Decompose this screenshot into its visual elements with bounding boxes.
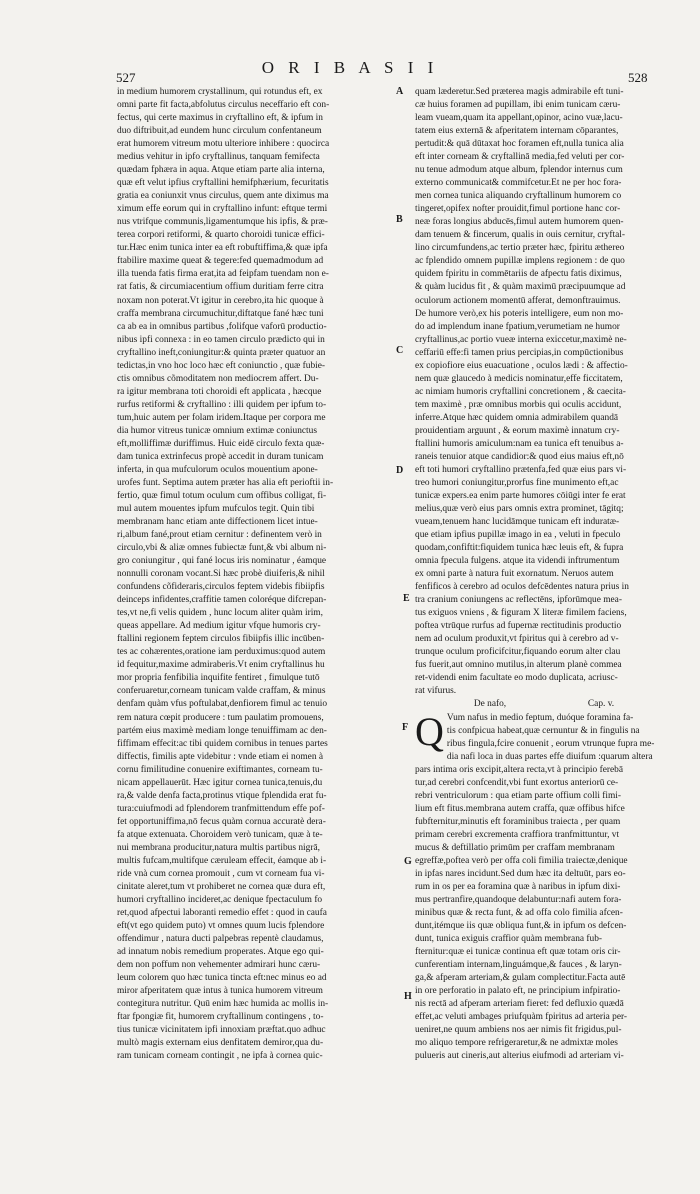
text-line: membranam hanc etiam ante diffectionem licet intue- bbox=[117, 517, 318, 528]
text-line: rum in os per ea foramina quæ à naribus in ipfum dixi- bbox=[415, 881, 621, 892]
text-line: poftea vtrūque rurfus ad fupernæ rectitudinis productio bbox=[415, 621, 622, 632]
text-line: ra igitur membrana toti choroidi eft applicata , hæcque bbox=[117, 386, 322, 397]
text-line: quæ eft velut ipfius cryftallini hemifphærium, fecuritatis bbox=[117, 178, 329, 189]
text-line: pulueris aut cineris,aut alterius eiufmodi ad arteriam vi- bbox=[415, 1051, 624, 1062]
text-line: dam tunica extrinfecus propè accedit in duram tunicam bbox=[117, 451, 324, 462]
text-line: cinitate aleret,tum vt prohiberet ne cornea quæ dura eft, bbox=[117, 881, 326, 892]
text-line: fectus, qui certe maximus in cryftallino eft, & ipfum in bbox=[117, 113, 323, 124]
text-line: ftabilire maxime queat & tegere:fed quemadmodum ad bbox=[117, 256, 324, 267]
text-line: in ipfas nares incidunt.Sed dum hæc ita deltuūt, pars eo- bbox=[415, 868, 626, 879]
text-line: dam tenuem & fincerum, qualis in ouis cernitur, cryftal- bbox=[415, 230, 625, 241]
text-line: que etiam ipfius pupillæ imago in ea , veluti in fpeculo bbox=[415, 530, 621, 541]
text-line: tem maximè , præ omnibus morbis qui oculis accidunt, bbox=[415, 399, 622, 410]
text-line: rebri ventriculorum : qua etiam parte offium colli fimi- bbox=[415, 790, 622, 801]
text-line: rat fatis, & circumiacentium offium duritiam ferre citra bbox=[117, 282, 324, 293]
text-line: contegitura nutritur. Quū enim hæc humida ac mollis in- bbox=[117, 999, 329, 1010]
text-line: quædam fphæra in aqua. Atque etiam parte alia interna, bbox=[117, 165, 325, 176]
text-line: tes ac cohærentes,oratione iam perduximus:quod autem bbox=[117, 647, 326, 658]
text-line: rem natura cœpit producere : tum paulatim promouens, bbox=[117, 712, 324, 723]
text-line: duo diftribuit,ad eundem hunc circulum confentaneum bbox=[117, 126, 322, 137]
text-line: gro coniungitur , qui fané locus iris nominatur , éamque bbox=[117, 556, 327, 567]
text-line: tatem eius externā & afperitatem internam cōparantes, bbox=[415, 126, 619, 137]
text-line: dia humor vitreus tunicæ omnium extimæ coniunctus bbox=[117, 425, 317, 436]
text-line: ftallini humoris amiculum:nam ea tunica eft tenuibus a- bbox=[415, 438, 624, 449]
text-line: craffa membrana circumuchitur,diftatque fané hæc tuni bbox=[117, 308, 324, 319]
text-line: mucus & deftillatio primūm per craffam membranam bbox=[415, 842, 615, 853]
text-line: mus pertranfire,quandoque delabuntur:nafi autem fora- bbox=[415, 894, 622, 905]
text-line: tedictas,in vno hoc loco hæc eft coniunctio , quæ fubie- bbox=[117, 360, 326, 371]
text-line: do ad implendum inane fpatium,verumetiam ne humor bbox=[415, 321, 620, 332]
margin-letter-c: C bbox=[396, 345, 404, 356]
text-line: fternitur:quæ ei tunicæ continua eft quæ totam oris cir- bbox=[415, 947, 621, 958]
text-line: fet opportuniffima,nō fecus quàm cornua accuratè dera- bbox=[117, 816, 326, 827]
text-line: raneis tenuior atque candidior:& quod eius maius eft,nō bbox=[415, 451, 624, 462]
text-line: denfam quàm vfus poftulabat,denfiorem fimul ac tenuio bbox=[117, 699, 328, 710]
text-line: ca ab ea in omnibus partibus ,folifque vaforū productio- bbox=[117, 321, 327, 332]
text-line: diffectis, fimilis apte videbitur : vnde etiam ei nomen à bbox=[117, 751, 324, 762]
text-line: fiffimam effecit:ac tibi quidem cornibus in tenues partes bbox=[117, 738, 328, 749]
text-line: in medium humorem crystallinum, qui rotundus eft, ex bbox=[117, 87, 323, 97]
text-line: cornu fimilitudine conuenire exiftimantes, corneam tu- bbox=[117, 764, 323, 775]
text-line: quodam,confiftit:fiquidem tunica hæc leuis eft, & fupra bbox=[415, 543, 624, 554]
text-line: id fequitur,maxime admiraberis.Vt enim cryftallinus hu bbox=[117, 660, 325, 671]
text-line: circulo,vbi & aliæ omnes fubiectæ funt,& vbi album ni- bbox=[117, 543, 327, 554]
text-line: ride vnà cum cornea promouit , cum vt corneam fua vi- bbox=[117, 868, 325, 879]
text-line: men cornea tunica aliquando cryftallinum humorem co bbox=[415, 191, 622, 202]
text-line: fertio, quæ fimul totum oculum cum offibus colligat, fi- bbox=[117, 490, 327, 501]
text-line: urofes funt. Septima autem præter has alia eft perioftii in- bbox=[117, 477, 334, 488]
text-line: quidem fpiritu in commētariis de afpectu fatis diximus, bbox=[415, 269, 622, 280]
text-line: & quàm lucidus fit , & quàm maximū præcipuumque ad bbox=[415, 282, 626, 293]
text-line: multis fufcam,multifque cæruleam effecit, éamque ab i- bbox=[117, 855, 327, 866]
text-line: miror afperitatem quæ intus à tunica humorem vitreum bbox=[117, 986, 323, 997]
text-line: ac nimiam humoris cryftallini concretionem , & caecita- bbox=[415, 386, 626, 397]
right-column-top-text bbox=[415, 86, 673, 698]
text-line: mo aliquo tempore refrigeraretur,& ne admixtæ moles bbox=[415, 1038, 618, 1049]
text-line: nem quæ glaucedo à medicis nominatur,effe ficcitatem, bbox=[415, 373, 623, 384]
text-line: ra,& valde denfa facta,protinus vtique fplendida erat fu- bbox=[117, 790, 327, 801]
text-line: humori cryftallino incideret,ac denique fpectaculum fo bbox=[117, 894, 323, 905]
text-line: dunt,itémque iis quæ obliqua funt,& in ipfum os defcen- bbox=[415, 921, 627, 931]
text-line: gratia ea coniunxit vnus circulus, quem ante diximus ma bbox=[117, 191, 329, 202]
text-line: neæ foras longius abducēs,fimul autem humorem quen- bbox=[415, 217, 624, 228]
text-line: nus vtrifque communis,ligamentumque his ipfis, & præ- bbox=[117, 217, 328, 228]
margin-letter-d: D bbox=[396, 465, 404, 476]
text-line: omnia fpecula fulgens. atque ita videndi inftrumentum bbox=[415, 556, 620, 567]
text-line: tius tunicæ vicinitatem ipfi innoxiam præftat.quo adhuc bbox=[117, 1025, 326, 1036]
page-number-left: 527 bbox=[116, 70, 136, 85]
text-line: ceffariū effe:fi tamen prius percipias,in compūctionibus bbox=[415, 347, 624, 358]
text-line: tis confpicua habeat,quæ cernuntur & in fingulis na bbox=[446, 725, 640, 736]
text-line: pertudit:& quā dūtaxat hoc foramen eft,nulla tunica alia bbox=[415, 139, 624, 150]
margin-letter-g: G bbox=[404, 856, 412, 867]
text-line: ribus fingula,fcire conuenit , eorum vtrunque fupra me- bbox=[446, 738, 655, 749]
text-line: noxam non poterat.Vt igitur in cerebro,ita hic quoque à bbox=[117, 295, 324, 306]
text-line: De humore verò,ex his poteris intelligere, eum non mo- bbox=[415, 308, 624, 319]
text-line: oculorum actionem momentū afferat, demonftrauimus. bbox=[415, 295, 621, 306]
text-line: tus exiguos vniens , & figuram X literæ fimilem faciens, bbox=[415, 608, 627, 619]
text-line: leam vueam,quam ita appellant,opinor, acino vuæ,lacu- bbox=[415, 113, 623, 124]
text-line: queas appellare. Ad medium igitur vfque humoris cry- bbox=[117, 621, 321, 632]
text-line: ad innatum nobis remedium properates. Atque ego qui- bbox=[117, 947, 324, 958]
text-line: eft inter corneam & cryftallinā media,fed veluti per cor- bbox=[415, 152, 625, 163]
chapter-heading-title: De nafo, bbox=[473, 699, 507, 710]
text-line: nu tenue admodum atque album, fplendor internus cum bbox=[415, 165, 623, 176]
text-line: in ore perforatio in palato eft, ne principium infpiratio- bbox=[415, 986, 621, 997]
text-line: ga,& afperam arteriam,& gulam complectitur.Facta autē bbox=[415, 973, 626, 984]
text-line: trunque oculum proficifcitur,fiquando eorum alter clau bbox=[415, 647, 621, 658]
text-line: mor propria fenfibilia inquifite fentiret , fimulque tutō bbox=[117, 673, 320, 684]
text-line: ex omni parte à natura fuit exornatum. Neruos autem bbox=[415, 569, 614, 580]
text-line: fa atque extenuata. Choroidem verò tunicam, quæ à te- bbox=[117, 829, 323, 840]
text-line: ret-videndi enim facultate eo modo duplicata, acriusc- bbox=[415, 673, 618, 684]
text-line: medius vehitur in ipfo cryftallinus, tanquam femifecta bbox=[117, 152, 320, 163]
text-line: ftar fpongiæ fit, humorem cryftallinum contingens , to- bbox=[117, 1012, 324, 1023]
text-line: ri,album fané,prout etiam cernitur : definentem verò in bbox=[117, 530, 322, 541]
drop-cap-letter: Q bbox=[415, 708, 444, 754]
text-line: vueam,tenuem hanc lucidāmque tunicam eft induratæ- bbox=[415, 517, 620, 528]
right-column-bottom-text bbox=[415, 708, 673, 1064]
text-line: cunferentiam internam,linguámque,& fauces , & laryn- bbox=[415, 960, 622, 971]
text-line: inferre.Atque hæc quidem omnia admirabilem quandā bbox=[415, 412, 619, 423]
text-line: ctis omnibus cõmoditatem non mediocrem affert. Du- bbox=[117, 373, 319, 384]
text-line: nem ad oculum produxit,vt fpiritus qui à cerebro ad v- bbox=[415, 634, 619, 645]
text-line: erat humorem vitreum motu ulteriore inhibere : quocirca bbox=[117, 139, 330, 150]
text-line: fubfternitur,minutis eft foraminibus traiecta , per quam bbox=[415, 816, 621, 827]
margin-letter-f: F bbox=[402, 722, 409, 733]
text-line: ram tunicam corneam contingit , ne ipfa à cornea quic- bbox=[117, 1051, 323, 1062]
text-line: dem non poffum non vehementer admirari hunc cæru- bbox=[117, 960, 321, 971]
text-line: quam læderetur.Sed præterea magis admirabile eft tuni- bbox=[415, 87, 624, 97]
text-line: ximum effe eorum qui in cryftallino infunt: eftque termi bbox=[117, 204, 328, 215]
text-line: tura:cuiufmodi ad fplendorem tranfmittendum effe pof- bbox=[117, 803, 325, 814]
margin-letter-e: E bbox=[403, 593, 410, 604]
text-line: ac fplendido omnem pupillæ implens regionem : de quo bbox=[415, 256, 625, 267]
text-line: rurfus retiformi & cryftallino : illi quidem per ipfum to- bbox=[117, 399, 327, 410]
text-line: effet,ac veluti ambages priufquàm fpiritus ad arteria per- bbox=[415, 1012, 628, 1023]
running-title: O R I B A S I I bbox=[261, 58, 439, 77]
text-line: eft(vt ego quidem puto) vt omnes quum lucis fplendore bbox=[117, 921, 325, 931]
text-line: tingeret,opifex nofter prouidit,fimul portione hanc cor- bbox=[415, 204, 621, 215]
margin-letter-a: A bbox=[396, 86, 404, 97]
text-line: minibus quæ & recta funt, & ad offa colo fimilia afcen- bbox=[415, 907, 623, 918]
text-line: prouidentiam arguunt , & eorum maximè innatum cry- bbox=[415, 425, 620, 436]
chapter-body bbox=[415, 708, 673, 1064]
text-line: pars intima oris excipit,altera recta,vt à principio ferebā bbox=[415, 764, 623, 775]
text-line: eft,molliffimæ duriffimus. Huic eidē circulo fexta quæ- bbox=[117, 438, 325, 449]
left-column bbox=[117, 86, 393, 1063]
text-line: cryftallinus,ac portio vueæ interna exiccetur,maximè ne- bbox=[415, 334, 627, 345]
text-line: tra cranium coniungens ac reflectēns, ipforūmque mea- bbox=[415, 595, 622, 606]
text-line: dunt, tunica exiguis craffior quàm membrana fub- bbox=[415, 934, 603, 945]
text-line: partém eius maximè mediam longe tenuiffimam ac den- bbox=[117, 725, 327, 736]
text-line: tes,vt ne,fi velis quidem , hunc locum aliter quàm irim, bbox=[117, 608, 323, 619]
text-line: lium eft fitus.membrana autem craffa, quæ offibus hifce bbox=[415, 803, 625, 814]
text-line: nis rectā ad afperam arteriam fieret: fed defluxio quædā bbox=[415, 999, 624, 1010]
text-line: melius,quæ verò eius pars omnis extra prominet, tāgitq; bbox=[415, 504, 624, 514]
text-line: mul autem mouentes ipfum mufculos tegit. Quin tibi bbox=[117, 504, 315, 514]
margin-letter-h: H bbox=[404, 991, 412, 1002]
text-line: illa tuenda fatis firma erat,ita ad feipfam tuendam non e- bbox=[117, 269, 329, 280]
text-line: nibus ipfi connexa : in eo tamen circulo prædicto qui in bbox=[117, 334, 325, 345]
right-column bbox=[415, 86, 673, 1063]
text-line: confundens cõfideraris,circulos feptem videbis fibiipfis bbox=[117, 582, 325, 593]
text-line: omni parte fit facta,abfolutus circulus neceffario eft con- bbox=[117, 100, 330, 111]
text-line: tur.Hæc enim tunica inter ea eft robuftiffima,& quæ ipfa bbox=[117, 243, 328, 254]
text-line: cæ huius foramen ad pupillam, ibi enim tunicam cæru- bbox=[415, 100, 621, 111]
text-line: ueniret,ne quum ambiens nos aer nimis fit frigidus,pul- bbox=[415, 1025, 622, 1036]
text-line: fenfificos à cerebro ad oculos defcēdentes natura prius in bbox=[415, 582, 629, 593]
text-line: nui membrana producitur,natura multis partibus nigrā, bbox=[117, 842, 320, 853]
text-line: eft toti humori cryftallino prætenfa,fed quæ eius pars vi- bbox=[415, 464, 627, 475]
text-line: tum,huic autem per folam iridem.Itaque per corpora me bbox=[117, 412, 326, 423]
text-line: rat vifurus. bbox=[415, 686, 457, 697]
text-line: ftallini regionem feptem circulos fibiipfis illic incūben- bbox=[117, 634, 325, 645]
text-line: ex copiofiore eius euacuatione , oculos lædi : & affectio- bbox=[415, 360, 628, 371]
text-line: leum colorem quo hæc tunica tincta eft:nec minus eo ad bbox=[117, 973, 327, 984]
margin-letter-b: B bbox=[396, 214, 403, 225]
text-line: offendimur , natura ducti palpebras repentè claudamus, bbox=[117, 934, 324, 945]
text-line: conferuaretur,corneam tunicam valde craffam, & minus bbox=[117, 686, 326, 697]
text-line: terea corpori retiformi, & quarto choroidi tunicæ effici- bbox=[117, 230, 325, 241]
text-line: tur,ad cerebri confcendit,vbi funt exortus anteriorū ce- bbox=[415, 777, 619, 788]
text-line: tunicæ expers.ea enim parte humores cōiūgi inter fe erat bbox=[415, 490, 626, 501]
text-line: primam cerebri excrementa craffiora tranfmittuntur, vt bbox=[415, 829, 620, 840]
text-line: ret,quod afpectui laboranti remedio effet : quod in caufa bbox=[117, 907, 327, 918]
text-line: multò magis externam eius denfitatem demiror,qua du- bbox=[117, 1038, 324, 1049]
text-line: cryftallino ineft,coniungitur:& quinta præter quatuor an bbox=[117, 347, 326, 358]
chapter-heading-number: Cap. v. bbox=[587, 699, 615, 710]
text-line: Vum nafus in medio feptum, duóque foramina fa- bbox=[446, 712, 634, 723]
text-line: nonnulli coronam vocant.Si hæc probè diuiferis,& nihil bbox=[117, 569, 325, 580]
text-line: lino circumfundens,ac tertio præter hæc, fpiritu æthereo bbox=[415, 243, 625, 254]
chapter-heading bbox=[415, 698, 673, 711]
text-line: egreffæ,poftea verò per offa coli fimilia traiectæ,denique bbox=[415, 855, 628, 866]
text-line: dia nafi loca in duas partes effe diuifum :quarum altera bbox=[446, 751, 653, 762]
text-line: externo communicat& commifcetur.Et ne per hoc fora- bbox=[415, 178, 622, 189]
text-line: fus fuerit,aut omnino mutilus,in alterum planè commea bbox=[415, 660, 622, 671]
text-line: inferta, in qua mufculorum oculos mouentium apone- bbox=[117, 464, 318, 475]
text-line: treo humori coniungitur,prorfus fine munimento eft,ac bbox=[415, 477, 619, 488]
page-number-right: 528 bbox=[628, 70, 648, 85]
text-line: deinceps infidentes,craffitie tamen coloréque difcrepan- bbox=[117, 595, 327, 606]
text-line: nicam appellauerūt. Hæc igitur cornea tunica,tenuis,du bbox=[117, 777, 323, 788]
